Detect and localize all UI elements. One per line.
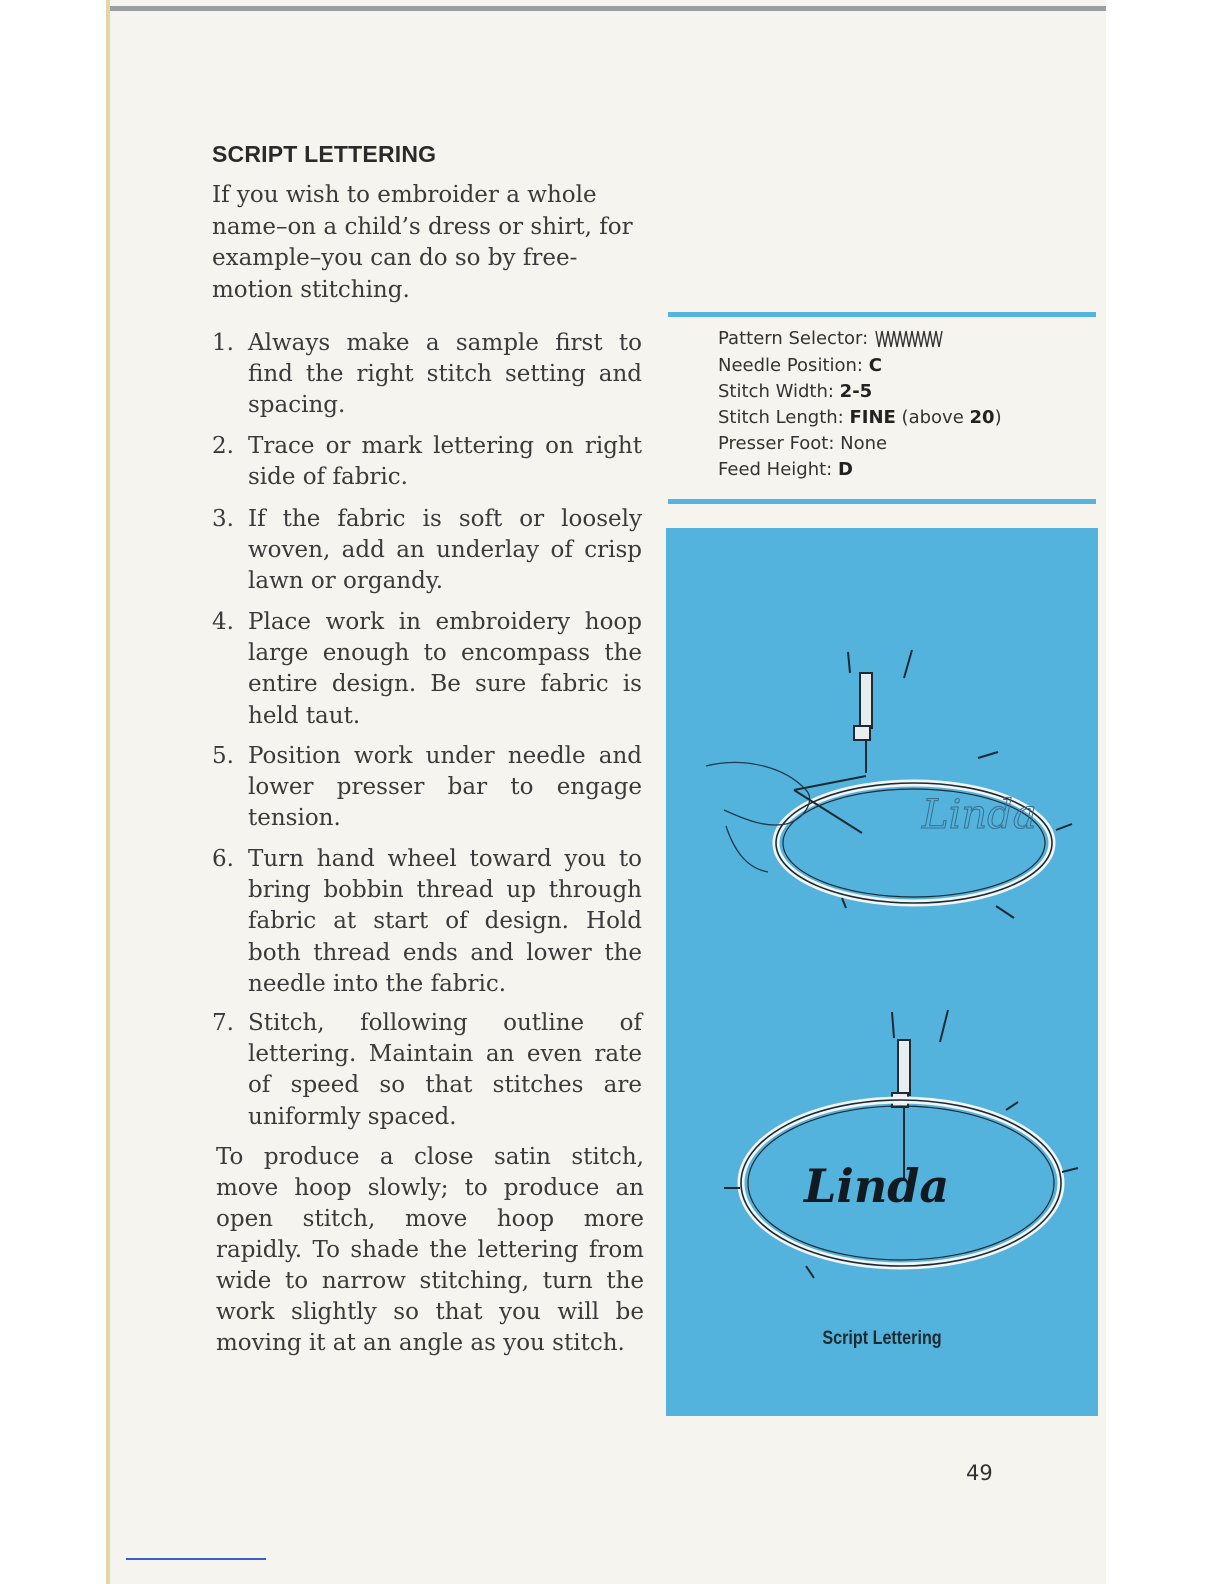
step-4 xyxy=(212,607,642,732)
step-number: 3. xyxy=(212,506,234,532)
manual-page xyxy=(106,0,1106,1584)
step-7 xyxy=(212,1008,642,1133)
hoop-illustration-bottom xyxy=(724,1010,1078,1278)
presser-foot-row xyxy=(718,433,887,454)
machine-settings-box xyxy=(668,312,1096,504)
step-text: Place work in embroidery hoop large enough to encompass the entire design. Be sure fabric is held taut. xyxy=(248,609,642,729)
step-text: Turn hand wheel toward you to bring bobbin thread up through fabric at start of design. Hold both thread ends and lower the needle into the fabric. xyxy=(248,846,642,997)
illustration-panel xyxy=(666,528,1098,1416)
needle-position-label: Needle Position: xyxy=(718,355,863,376)
illustration-caption: Script Lettering xyxy=(822,1328,942,1349)
top-rule xyxy=(106,6,1106,11)
page-edge xyxy=(106,0,110,1584)
machine-line-icon xyxy=(848,652,850,673)
step-number: 6. xyxy=(212,846,234,872)
step-text: Stitch, following outline of lettering. Maintain an even rate of speed so that stitches are uniformly spaced. xyxy=(248,1010,642,1130)
feed-height-label: Feed Height: xyxy=(718,459,833,480)
machine-line-icon xyxy=(892,1012,894,1038)
needle-position-value: C xyxy=(868,355,882,376)
step-2 xyxy=(212,431,642,493)
hand-outline-icon xyxy=(726,826,768,872)
stitch-width-label: Stitch Width: xyxy=(718,381,834,402)
hoop-tension-icon xyxy=(996,906,1014,918)
stitch-length-value: FINE xyxy=(849,407,896,428)
section-heading: SCRIPT LETTERING xyxy=(212,141,437,167)
intro-paragraph: If you wish to embroider a whole name–on a child’s dress or shirt, for example–you can do so by free-motion stitching. xyxy=(212,182,633,303)
needle-bar-icon xyxy=(860,673,872,728)
stitch-length-note-close: ) xyxy=(994,407,1002,428)
step-number: 5. xyxy=(212,743,234,769)
script-lettering-stitched: Linda xyxy=(804,1159,950,1213)
presser-foot-label: Presser Foot: None xyxy=(718,433,888,454)
zigzag-stitch-icon xyxy=(874,329,946,349)
step-5 xyxy=(212,741,642,835)
hoop-tension-icon xyxy=(1006,1102,1018,1110)
step-text: Always make a sample first to find the right stitch setting and spacing. xyxy=(248,330,642,419)
closing-paragraph: To produce a close satin stitch, move hoop slowly; to produce an open stitch, move hoop more rapidly. To shade the lettering from wide to narrow stitching, turn the work slightly so that you will be moving it at an angle as you stitch. xyxy=(216,1144,644,1356)
script-lettering-outline: Linda xyxy=(922,792,1037,838)
pattern-selector-label: Pattern Selector: xyxy=(718,328,869,349)
embroidery-hoop-illustration xyxy=(666,528,1098,1308)
step-number: 7. xyxy=(212,1010,234,1036)
stitch-length-label: Stitch Length: xyxy=(718,407,844,428)
stitch-length-note-value: 20 xyxy=(969,407,995,428)
stitch-length-row xyxy=(718,407,1002,428)
stitch-width-row xyxy=(718,381,872,402)
stitch-length-note: (above xyxy=(901,407,964,428)
pattern-selector-row xyxy=(718,328,946,349)
stitch-width-value: 2-5 xyxy=(839,381,873,402)
scan-edge-mark xyxy=(126,1558,266,1560)
hoop-illustration-top xyxy=(706,650,1072,918)
hoop-tension-icon xyxy=(1056,824,1072,830)
hoop-tension-icon xyxy=(806,1266,814,1278)
step-number: 4. xyxy=(212,609,234,635)
machine-line-icon xyxy=(904,650,912,678)
presser-clamp-icon xyxy=(854,726,870,740)
needle-position-row xyxy=(718,355,882,376)
feed-height-value: D xyxy=(837,459,853,480)
page-number: 49 xyxy=(966,1461,993,1485)
hoop-tension-icon xyxy=(978,752,998,758)
step-1 xyxy=(212,328,642,422)
step-3 xyxy=(212,504,642,598)
hoop-tension-icon xyxy=(1062,1168,1078,1172)
step-number: 1. xyxy=(212,330,234,356)
step-text: Position work under needle and lower presser bar to engage tension. xyxy=(248,743,642,832)
hoop-tension-icon xyxy=(842,898,846,908)
feed-height-row xyxy=(718,459,853,480)
step-6 xyxy=(212,844,642,1000)
step-text: If the fabric is soft or loosely woven, add an underlay of crisp lawn or organdy. xyxy=(248,506,642,595)
step-number: 2. xyxy=(212,433,234,459)
machine-line-icon xyxy=(940,1010,948,1042)
step-text: Trace or mark lettering on right side of fabric. xyxy=(248,433,642,491)
needle-bar-icon xyxy=(898,1040,910,1095)
